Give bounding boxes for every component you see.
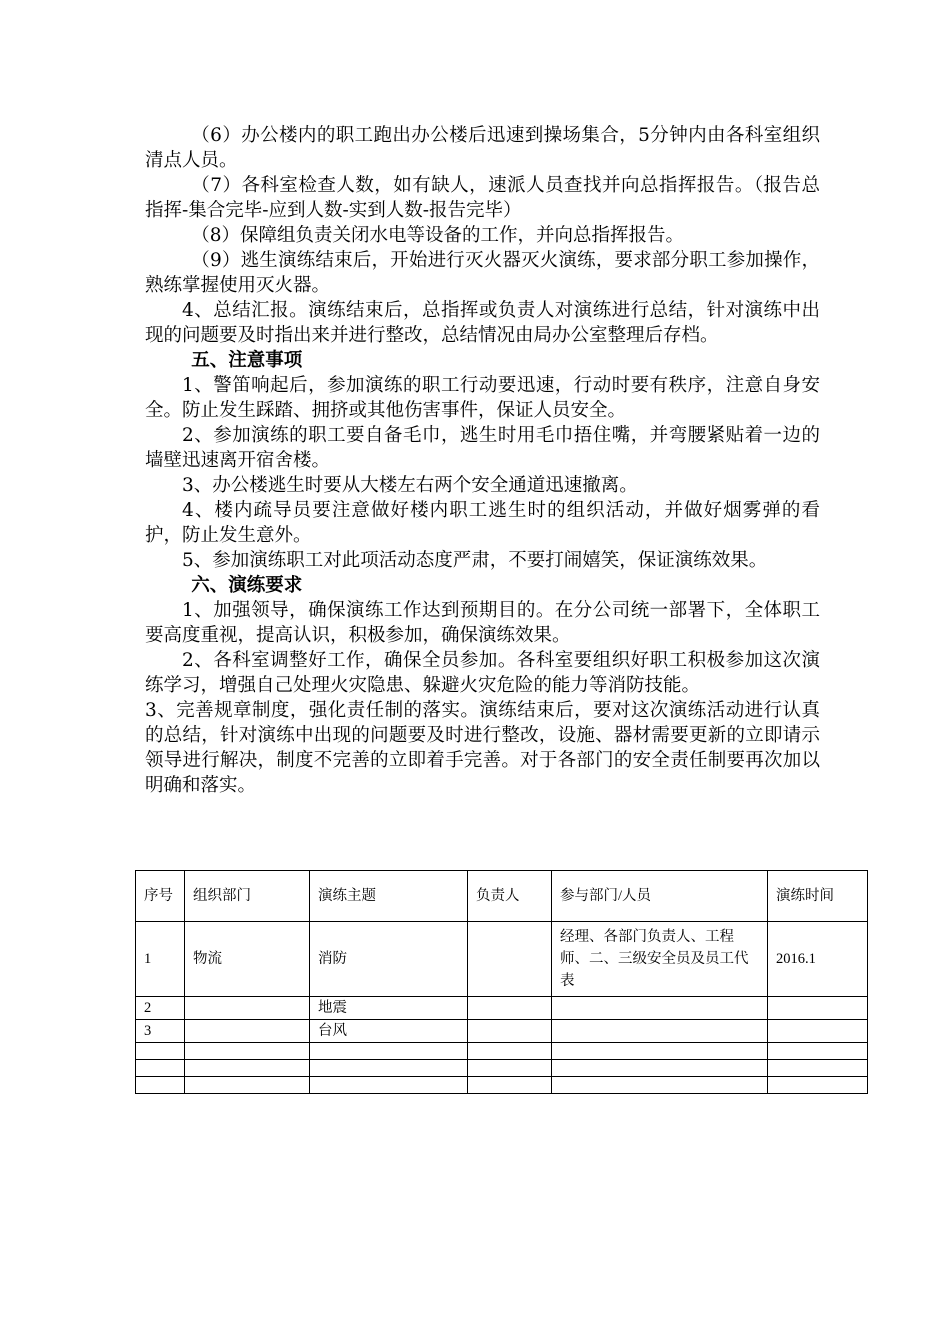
cell-department <box>185 1020 310 1043</box>
notes-item: 2、参加演练的职工要自备毛巾，逃生时用毛巾捂住嘴，并弯腰紧贴着一边的墙壁迅速离开宿舍楼。 <box>145 425 820 471</box>
section-heading-notes: 五、注意事项 <box>191 350 303 371</box>
table-row-empty <box>136 1077 868 1094</box>
table-row-empty <box>136 1060 868 1077</box>
notes-item: 3、办公楼逃生时要从大楼左右两个安全通道迅速撤离。 <box>182 475 638 496</box>
cell-owner <box>468 1020 552 1043</box>
cell-time <box>768 1077 868 1094</box>
cell-theme <box>310 1077 468 1094</box>
paragraph-step-7: （7）各科室检查人数，如有缺人，速派人员查找并向总指挥报告。（报告总指挥-集合完毕-应到人数-实到人数-报告完毕） <box>145 175 820 221</box>
paragraph-step-8: （8）保障组负责关闭水电等设备的工作，并向总指挥报告。 <box>191 225 685 246</box>
cell-no: 1 <box>136 922 185 997</box>
cell-theme <box>310 1043 468 1060</box>
cell-theme: 消防 <box>310 922 468 997</box>
requirements-item: 1、加强领导，确保演练工作达到预期目的。在分公司统一部署下，全体职工要高度重视，提高认识，积极参加，确保演练效果。 <box>145 600 820 646</box>
cell-time: 2016.1 <box>768 922 868 997</box>
cell-theme <box>310 1060 468 1077</box>
header-cell-no: 序号 <box>136 871 185 922</box>
header-cell-owner: 负责人 <box>468 871 552 922</box>
cell-time <box>768 1020 868 1043</box>
cell-time <box>768 1060 868 1077</box>
cell-owner <box>468 1077 552 1094</box>
cell-no: 3 <box>136 1020 185 1043</box>
cell-participants <box>552 1043 768 1060</box>
header-cell-participants: 参与部门/人员 <box>552 871 768 922</box>
header-cell-time: 演练时间 <box>768 871 868 922</box>
cell-owner <box>468 922 552 997</box>
notes-item: 4、楼内疏导员要注意做好楼内职工逃生时的组织活动，并做好烟雾弹的看护，防止发生意外。 <box>145 500 820 546</box>
drill-schedule-table <box>135 870 868 1094</box>
table-header-row <box>136 871 868 922</box>
section-heading-requirements: 六、演练要求 <box>191 575 303 596</box>
cell-participants <box>552 997 768 1020</box>
requirements-item: 2、各科室调整好工作，确保全员参加。各科室要组织好职工积极参加这次演练学习，增强自己处理火灾隐患、躲避火灾危险的能力等消防技能。 <box>145 650 820 696</box>
cell-participants <box>552 1060 768 1077</box>
cell-department <box>185 1077 310 1094</box>
cell-department: 物流 <box>185 922 310 997</box>
cell-owner <box>468 997 552 1020</box>
table-row <box>136 1020 868 1043</box>
cell-time <box>768 1043 868 1060</box>
cell-theme: 地震 <box>310 997 468 1020</box>
header-cell-department: 组织部门 <box>185 871 310 922</box>
table-row <box>136 922 868 997</box>
cell-no: 2 <box>136 997 185 1020</box>
paragraph-step-6: （6）办公楼内的职工跑出办公楼后迅速到操场集合，5分钟内由各科室组织清点人员。 <box>145 125 820 171</box>
notes-item: 5、参加演练职工对此项活动态度严肃，不要打闹嬉笑，保证演练效果。 <box>182 550 768 571</box>
cell-time <box>768 997 868 1020</box>
table-row <box>136 997 868 1020</box>
cell-no <box>136 1043 185 1060</box>
paragraph-summary-report: 4、总结汇报。演练结束后，总指挥或负责人对演练进行总结，针对演练中出现的问题要及时指出来并进行整改，总结情况由局办公室整理后存档。 <box>145 300 820 346</box>
cell-department <box>185 1060 310 1077</box>
notes-item: 1、警笛响起后，参加演练的职工行动要迅速，行动时要有秩序，注意自身安全。防止发生踩踏、拥挤或其他伤害事件，保证人员安全。 <box>145 375 820 421</box>
requirements-item: 3、完善规章制度，强化责任制的落实。演练结束后，要对这次演练活动进行认真的总结，针对演练中出现的问题要及时进行整改，设施、器材需要更新的立即请示领导进行解决，制度不完善的立即着手完善。对于各部门的安全责任制要再次加以明确和落实。 <box>145 700 820 796</box>
cell-participants: 经理、各部门负责人、工程师、二、三级安全员及员工代表 <box>552 922 768 997</box>
cell-participants <box>552 1077 768 1094</box>
cell-owner <box>468 1043 552 1060</box>
cell-department <box>185 1043 310 1060</box>
cell-no <box>136 1077 185 1094</box>
cell-participants <box>552 1020 768 1043</box>
cell-department <box>185 997 310 1020</box>
cell-owner <box>468 1060 552 1077</box>
cell-theme: 台风 <box>310 1020 468 1043</box>
paragraph-step-9: （9）逃生演练结束后，开始进行灭火器灭火演练，要求部分职工参加操作，熟练掌握使用灭火器。 <box>145 250 820 296</box>
document-body <box>145 123 820 798</box>
table-row-empty <box>136 1043 868 1060</box>
header-cell-theme: 演练主题 <box>310 871 468 922</box>
cell-no <box>136 1060 185 1077</box>
